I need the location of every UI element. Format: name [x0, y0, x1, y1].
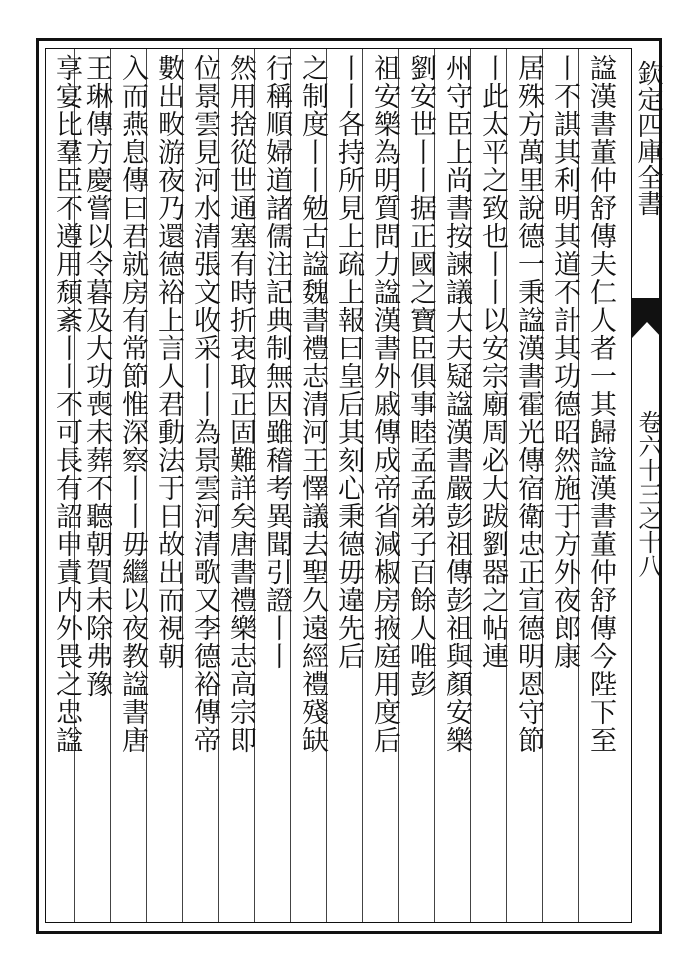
text-column-4: 丨此太平之致也丨丨以安宗廟周必大跋劉器之帖連	[477, 54, 508, 670]
text-column-9: 之制度丨丨勉古諡魏書禮志清河王懌議去聖久遠經禮殘缺	[297, 54, 328, 754]
fish-tail-icon	[632, 298, 662, 338]
text-column-10: 行稱順婦道諸儒注記典制無因雖稽考異聞引證丨丨	[261, 54, 292, 670]
text-column-11: 然用捨從世通塞有時折衷取正固難詳矣唐書禮樂志高宗即	[225, 54, 256, 754]
text-column-6: 劉安世丨丨据正國之寶臣俱事睦孟孟弟子百餘人唯彭	[405, 54, 436, 698]
text-column-2: 丨不諆其利明其道不計其功德昭然施于方外夜郎康	[549, 54, 580, 670]
text-column-13: 數出畋游夜乃還德裕上言人君動法于日故出而視朝	[153, 54, 184, 670]
text-column-15: 王琳傳方慶嘗以令暮及大功喪未葬不聽朝賀未除弗豫	[81, 54, 112, 698]
text-column-5: 州守臣上尚書按諫議大夫疑諡漢書嚴彭祖傳彭祖與顏安樂	[441, 54, 472, 754]
text-column-7: 祖安樂為明質問力諡漢書外戚傳成帝省減椒房掖庭用度后	[369, 54, 400, 754]
text-column-8: 丨丨各持所見上疏上報曰皇后其刻心秉德毋違先后	[333, 54, 364, 670]
text-column-14: 入而燕息傳曰君就房有常節惟深察丨丨毋繼以夜教諡書唐	[117, 54, 148, 754]
volume-number: 卷六十三之十八	[634, 410, 662, 578]
fish-tail-mark	[632, 298, 662, 338]
text-column-12: 位景雲見河水清張文收采丨丨為景雲河清歌又李德裕傳帝	[189, 54, 220, 754]
text-column-1: 諡漢書董仲舒傳夫仁人者一其歸諡漢書董仲舒傳今陛下至	[585, 54, 616, 754]
book-title: 欽定四庫全書	[633, 60, 663, 216]
text-column-3: 居殊方萬里說德一秉諡漢書霍光傳宿衛忠正宣德明恩守節	[513, 54, 544, 754]
text-column-16: 享宴比羣臣不遵用頹紊丨丨不可長有詔申責内外畏之忠諡	[51, 54, 82, 754]
